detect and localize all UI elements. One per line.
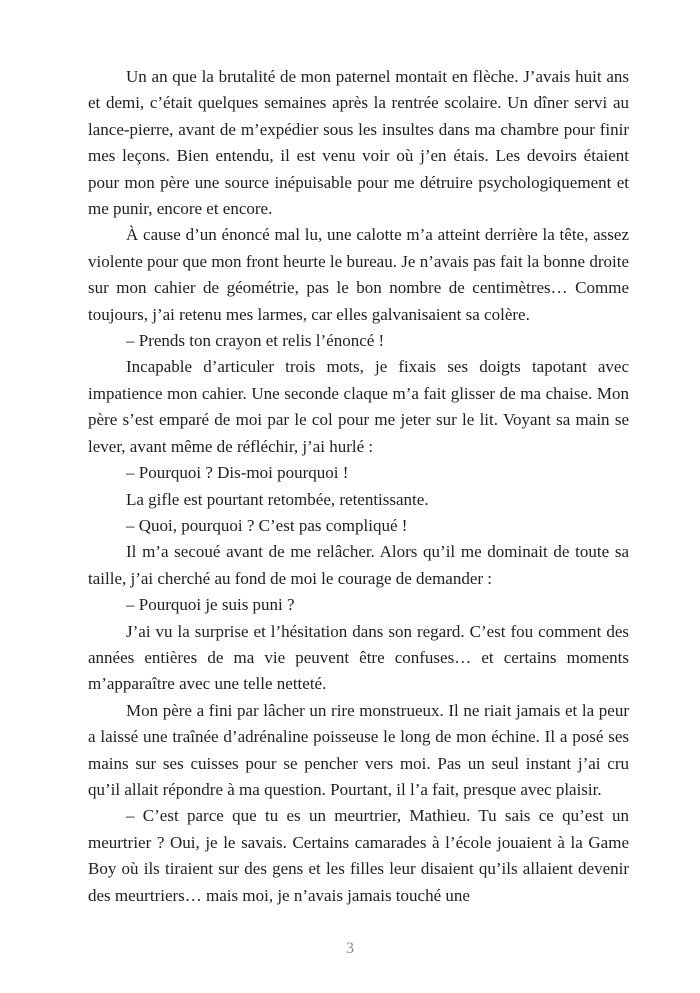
paragraph-1: Un an que la brutalité de mon paternel montait en flèche. J’avais huit ans et demi, c’était quelques semaines après la rentrée scolaire. Un dîner servi au lance-pierre, avant de m’expédier sous les insultes dans ma chambre pour finir mes leçons. Bien entendu, il est venu voir où j’en étais. Les devoirs étaient pour mon père une source inépuisable pour me détruire psychologiquement et me punir, encore et encore. [88, 67, 629, 219]
paragraph-4: Incapable d’articuler trois mots, je fixais ses doigts tapotant avec impatience mon cahier. Une seconde claque m’a fait glisser de ma chaise. Mon père s’est emparé de moi par le col pour me jeter sur le lit. Voyant sa main se lever, avant même de réfléchir, j’ai hurlé : [88, 357, 629, 456]
paragraph-10: J’ai vu la surprise et l’hésitation dans son regard. C’est fou comment des années entières de ma vie peuvent être confuses… et certains moments m’apparaître avec une telle netteté. [88, 621, 629, 694]
page-number: 3 [346, 940, 354, 957]
paragraph-2: À cause d’un énoncé mal lu, une calotte m’a atteint derrière la tête, assez violente pour que mon front heurte le bureau. Je n’avais pas fait la bonne droite sur mon cahier de géométrie, pas le bon nombre de centimètres… Comme toujours, j’ai retenu mes larmes, car elles galvanisaient sa colère. [88, 225, 629, 324]
paragraph-7-dialogue: – Quoi, pourquoi ? C’est pas compliqué ! [126, 515, 408, 535]
paragraph-12-dialogue: – C’est parce que tu es un meurtrier, Mathieu. Tu sais ce qu’est un meurtrier ? Oui, je le savais. Certains camarades à l’école jouaient à la Game Boy où ils tiraient sur des gens et les filles leur disaient qu’ils allaient devenir des meurtriers… mais moi, je n’avais jamais touché une [88, 806, 629, 905]
paragraph-6: La gifle est pourtant retombée, retentissante. [126, 489, 429, 509]
paragraph-8: Il m’a secoué avant de me relâcher. Alors qu’il me dominait de toute sa taille, j’ai cherché au fond de moi le courage de demander : [88, 542, 629, 588]
paragraph-9-dialogue: – Pourquoi je suis puni ? [126, 595, 295, 615]
paragraph-11: Mon père a fini par lâcher un rire monstrueux. Il ne riait jamais et la peur a laissé une traînée d’adrénaline poisseuse le long de mon échine. Il a posé ses mains sur ses cuisses pour se pencher vers moi. Pas un seul instant j’ai cru qu’il allait répondre à ma question. Pourtant, il l’a fait, presque avec plaisir. [88, 700, 629, 799]
paragraph-3-dialogue: – Prends ton crayon et relis l’énoncé ! [126, 331, 385, 351]
paragraph-5-dialogue: – Pourquoi ? Dis-moi pourquoi ! [126, 463, 349, 483]
body-text [88, 64, 629, 909]
